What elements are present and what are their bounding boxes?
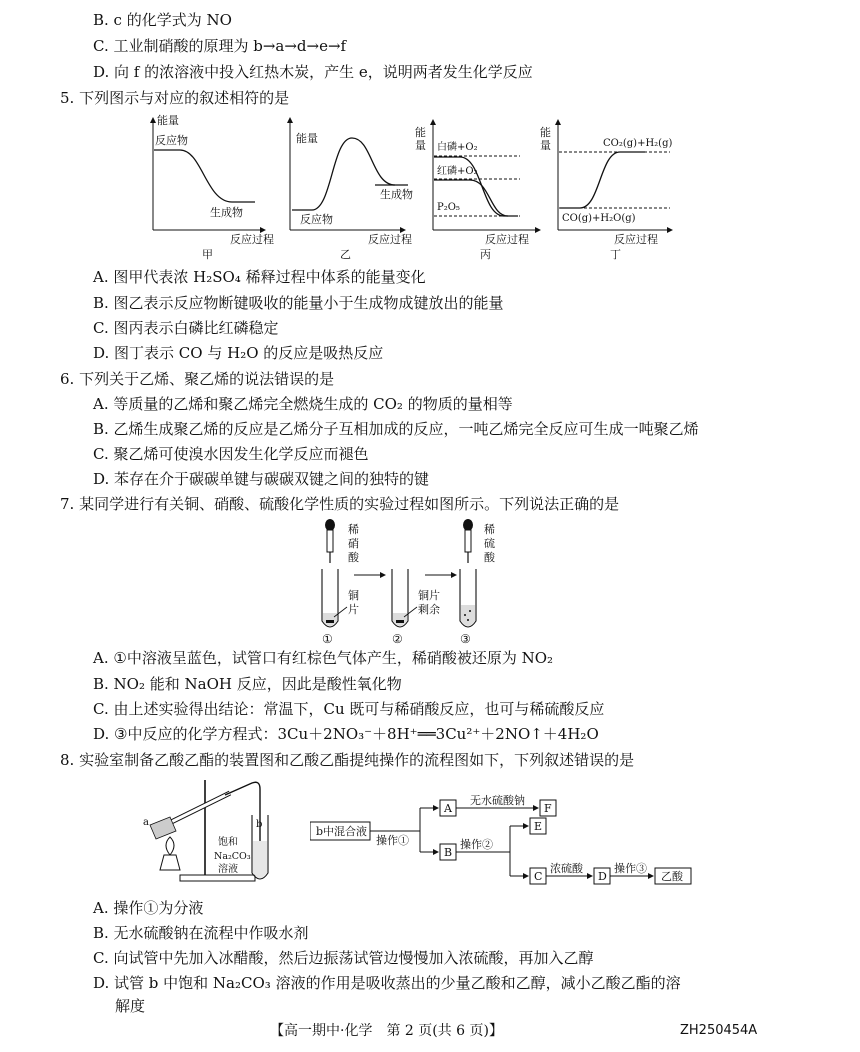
- dilute-sulfuric-2: 硫: [484, 537, 495, 550]
- q7-option-c: C. 由上述实验得出结论：常温下，Cu 既可与稀硝酸反应，也可与稀硫酸反应: [93, 700, 605, 718]
- copper-1: 铜: [348, 589, 359, 602]
- graph-jia: [153, 113, 274, 261]
- bing-x-label: 反应过程: [485, 233, 529, 246]
- dropper-2: [463, 519, 473, 563]
- q5-option-d: D. 图丁表示 CO 与 H₂O 的反应是吸热反应: [93, 344, 384, 362]
- dilute-nitric-2: 硝: [348, 537, 359, 550]
- ester-apparatus: [140, 775, 290, 890]
- label-b: b: [256, 819, 263, 830]
- ding-bottom-label: CO(g)+H₂O(g): [562, 213, 636, 224]
- flow-anhydrous: 无水硫酸钠: [470, 794, 525, 807]
- yi-y-label: 能量: [296, 132, 318, 145]
- jia-x-label: 反应过程: [230, 233, 274, 246]
- copper-remains-2: 剩余: [418, 603, 440, 616]
- label-a: a: [143, 817, 149, 828]
- q8-option-d-line1: D. 试管 b 中饱和 Na₂CO₃ 溶液的作用是吸收蒸出的少量乙酸和乙醇，减小乙酸乙酯的溶: [93, 974, 681, 992]
- graph-ding: [540, 120, 672, 261]
- label-saturated: 饱和: [218, 837, 238, 848]
- flow-acetic: 乙酸: [661, 870, 683, 883]
- q8-option-a: A. 操作①为分液: [93, 899, 204, 917]
- flow-node-d: D: [598, 870, 607, 883]
- q7-option-a: A. ①中溶液呈蓝色，试管口有红棕色气体产生，稀硝酸被还原为 NO₂: [93, 649, 554, 667]
- flow-node-a: A: [444, 802, 452, 815]
- flow-conc-acid: 浓硫酸: [550, 862, 583, 875]
- dilute-sulfuric-3: 酸: [484, 551, 495, 564]
- q5-option-c: C. 图丙表示白磷比红磷稳定: [93, 319, 279, 337]
- jia-product-label: 生成物: [210, 206, 243, 219]
- purification-flowchart: [310, 790, 710, 890]
- q7-option-d: D. ③中反应的化学方程式：3Cu＋2NO₃⁻＋8H⁺══3Cu²⁺＋2NO↑＋4H₂O: [93, 725, 599, 743]
- q4-option-d: D. 向 f 的浓溶液中投入红热木炭，产生 e，说明两者发生化学反应: [93, 63, 533, 81]
- graph-bing: [415, 120, 540, 261]
- q6-stem: 6. 下列关于乙烯、聚乙烯的说法错误的是: [60, 370, 335, 388]
- q5-option-b: B. 图乙表示反应物断键吸收的能量小于生成物成键放出的能量: [93, 294, 504, 312]
- yi-reactant-label: 反应物: [300, 213, 333, 226]
- ding-top-label: CO₂(g)+H₂(g): [603, 138, 673, 149]
- bing-caption: 丙: [480, 248, 491, 261]
- dilute-nitric-1: 稀: [348, 523, 359, 536]
- flow-node-f: F: [544, 802, 552, 815]
- bing-whitep-label: 白磷+O₂: [437, 142, 478, 153]
- q7-option-b: B. NO₂ 能和 NaOH 反应，因此是酸性氧化物: [93, 675, 402, 693]
- exam-code: ZH250454A: [680, 1023, 758, 1038]
- q6-option-c: C. 聚乙烯可使溴水因发生化学反应而褪色: [93, 445, 369, 463]
- q8-stem: 8. 实验室制备乙酸乙酯的装置图和乙酸乙酯提纯操作的流程图如下，下列叙述错误的是: [60, 751, 635, 769]
- q8-option-c: C. 向试管中先加入冰醋酸，然后边振荡试管边慢慢加入浓硫酸，再加入乙醇: [93, 949, 594, 967]
- yi-caption: 乙: [340, 248, 351, 261]
- flow-op3: 操作③: [614, 862, 647, 875]
- tube-number-1: ①: [322, 632, 333, 645]
- yi-product-label: 生成物: [380, 188, 413, 201]
- flow-node-c: C: [534, 870, 543, 883]
- dropper-1: [325, 519, 335, 563]
- copper-remains-1: 铜片: [418, 589, 440, 602]
- ding-y-label-1: 能: [540, 126, 551, 139]
- q6-option-a: A. 等质量的乙烯和聚乙烯完全燃烧生成的 CO₂ 的物质的量相等: [93, 395, 513, 413]
- dilute-nitric-3: 酸: [348, 551, 359, 564]
- q6-option-d: D. 苯存在介于碳碳单键与碳碳双键之间的独特的键: [93, 470, 430, 488]
- copper-2: 片: [348, 603, 359, 616]
- q5-stem: 5. 下列图示与对应的叙述相符的是: [60, 89, 290, 107]
- ding-y-label-2: 量: [540, 139, 551, 152]
- q7-stem: 7. 某同学进行有关铜、硝酸、硫酸化学性质的实验过程如图所示。下列说法正确的是: [60, 495, 620, 513]
- q6-option-b: B. 乙烯生成聚乙烯的反应是乙烯分子互相加成的反应，一吨乙烯完全反应可生成一吨聚乙烯: [93, 420, 699, 438]
- page-footer: 【高一期中·化学 第 2 页(共 6 页)】: [270, 1023, 503, 1039]
- q8-option-b: B. 无水硫酸钠在流程中作吸水剂: [93, 924, 309, 942]
- bing-redp-label: 红磷+O₂: [437, 166, 478, 177]
- flow-node-e: E: [534, 820, 543, 833]
- q8-option-d-line2: 解度: [115, 997, 146, 1015]
- bing-p2o5-label: P₂O₅: [437, 202, 460, 213]
- jia-y-label: 能量: [157, 114, 179, 127]
- label-na2co3: Na₂CO₃: [214, 851, 251, 862]
- bing-y-label-2: 量: [415, 139, 426, 152]
- tube-number-2: ②: [392, 632, 403, 645]
- flow-op2: 操作②: [460, 838, 493, 851]
- flow-op1: 操作①: [376, 834, 409, 847]
- jia-caption: 甲: [202, 248, 213, 261]
- graph-yi: [290, 118, 413, 261]
- q5-option-a: A. 图甲代表浓 H₂SO₄ 稀释过程中体系的能量变化: [93, 268, 426, 286]
- tube-number-3: ③: [460, 632, 471, 645]
- yi-x-label: 反应过程: [368, 233, 412, 246]
- ding-x-label: 反应过程: [614, 233, 658, 246]
- dilute-sulfuric-1: 稀: [484, 523, 495, 536]
- jia-reactant-label: 反应物: [155, 134, 188, 147]
- flow-node-b: B: [444, 846, 453, 859]
- ding-caption: 丁: [610, 248, 621, 261]
- bing-y-label-1: 能: [415, 126, 426, 139]
- tube-experiment: [300, 517, 520, 645]
- q4-option-b: B. c 的化学式为 NO: [93, 11, 232, 29]
- label-solution: 溶液: [218, 864, 238, 875]
- q4-option-c: C. 工业制硝酸的原理为 b→a→d→e→f: [93, 37, 347, 55]
- energy-graphs: [140, 110, 680, 265]
- flow-start: b中混合液: [316, 825, 368, 838]
